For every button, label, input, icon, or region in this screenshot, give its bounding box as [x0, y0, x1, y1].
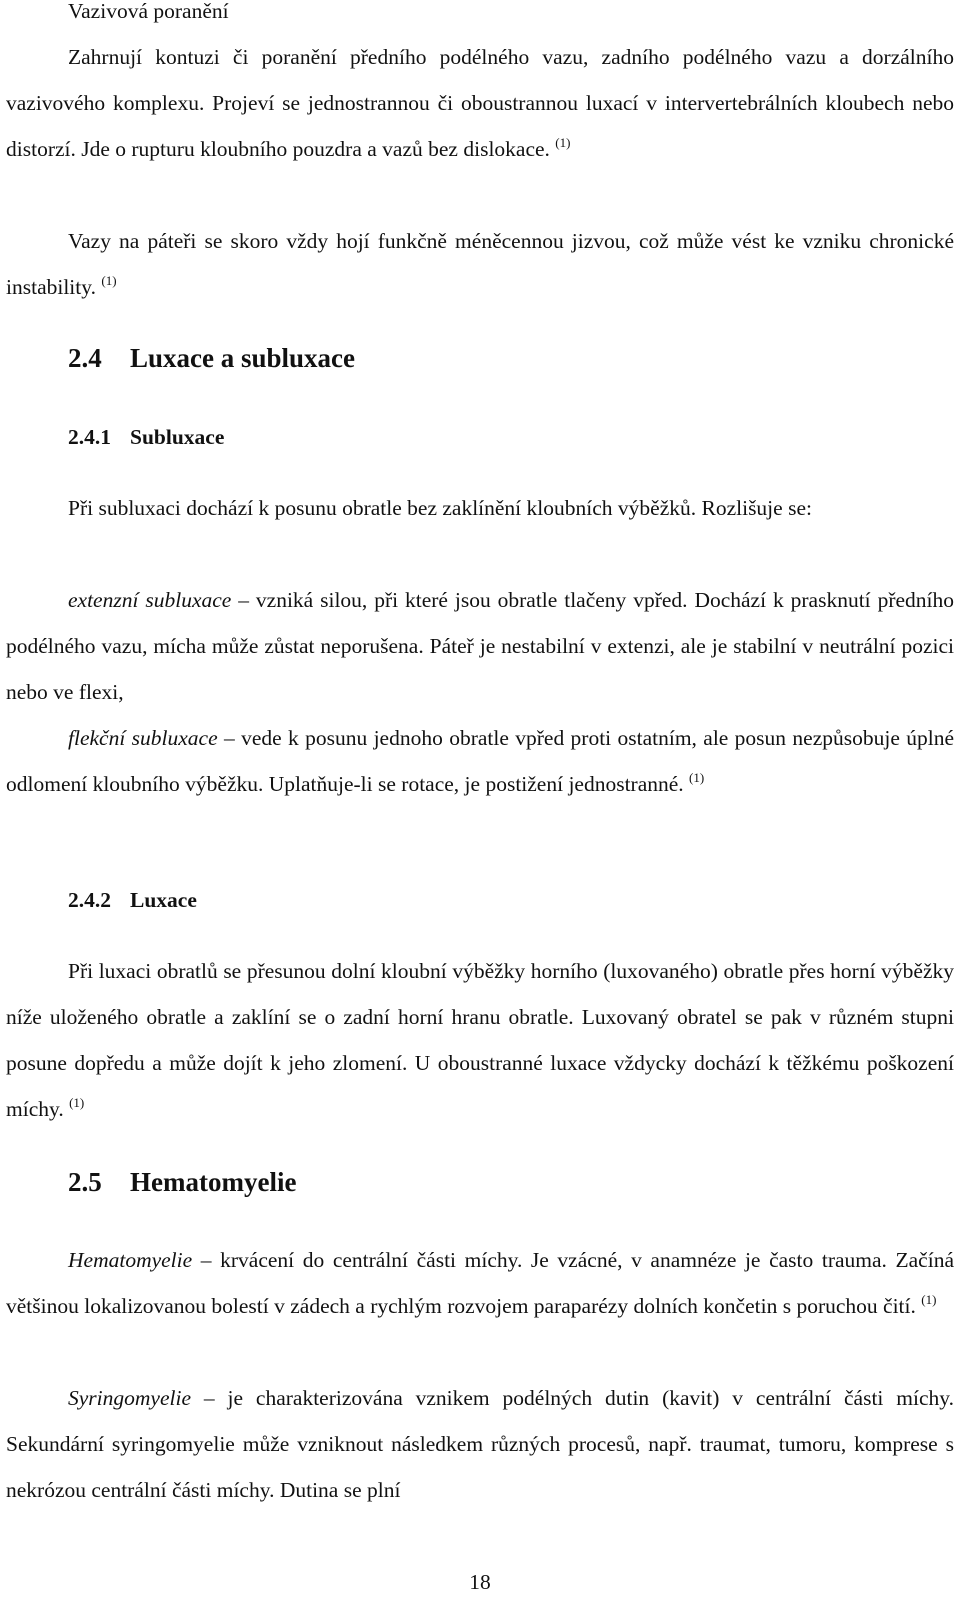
heading-2-4-2: 2.4.2 Luxace [68, 888, 197, 912]
heading-2-5: 2.5 Hematomyelie [68, 1167, 297, 1197]
term-syringomyelie: Syringomyelie [68, 1386, 191, 1410]
term-hematomyelie: Hematomyelie [68, 1248, 193, 1272]
citation-ref: (1) [921, 1292, 937, 1307]
paragraph-vazivova-2: Vazy na páteři se skoro vždy hojí funkčně méněcennou jizvou, což může vést ke vzniku chronické instability. $^{(1)}$ [6, 229, 954, 299]
paragraph-vazivova-1: Zahrnují kontuzi či poranění předního podélného vazu, zadního podélného vazu a dorzálního vazivového komplexu. Projeví se jednostrannou či oboustrannou luxací v intervertebrálních kloubech nebo distorzí. Jde o rupturu kloubního pouzdra a vazů bez dislokace. $^{(1)}$ [6, 45, 954, 161]
term-flekcni-subluxace: flekční subluxace [68, 726, 218, 750]
heading-2-4: 2.4 Luxace a subluxace [68, 343, 356, 373]
citation-ref: (1) [69, 1095, 85, 1110]
citation-ref: (1) [689, 770, 705, 785]
section-heading-vazivova: Vazivová poranění [68, 0, 229, 23]
paragraph-extenzni-subluxace: extenzní subluxace – vzniká silou, při které jsou obratle tlačeny vpřed. Dochází k prasknutí předního podélného vazu, mícha může zůstat neporušena. Páteř je nestabilní v extenzi, ale je stabilní v neutrální pozici nebo ve flexi, [6, 588, 954, 704]
paragraph-flekcni-subluxace: flekční subluxace – vede k posunu jednoho obratle vpřed proti ostatním, ale posun nezpůsobuje úplné odlomení kloubního výběžku. Uplatňuje-li se rotace, je postižení jednostranné. $^{(1)}$ [6, 726, 954, 796]
paragraph-syringomyelie: Syringomyelie – je charakterizována vznikem podélných dutin (kavit) v centrální části míchy. Sekundární syringomyelie může vzniknout následkem různých procesů, např. traumat, tumoru, komprese s nekrózou centrální části míchy. Dutina se plní [6, 1386, 954, 1502]
paragraph-luxace: Při luxaci obratlů se přesunou dolní kloubní výběžky horního (luxovaného) obratle přes horní výběžky níže uloženého obratle a zaklíní se o zadní horní hranu obratle. Luxovaný obratel se pak v různém stupni posune dopředu a může dojít k jeho zlomení. U oboustranné luxace vždycky dochází k těžkému poškození míchy. $^{(1)}$ [6, 959, 954, 1121]
heading-2-4-1: 2.4.1 Subluxace [68, 425, 225, 449]
paragraph-hematomyelie: Hematomyelie – krvácení do centrální části míchy. Je vzácné, v anamnéze je často trauma. Začíná většinou lokalizovanou bolestí v zádech a rychlým rozvojem paraparézy dolních končetin s poruchou čití. $^{(1)}$ [6, 1248, 954, 1318]
citation-ref: (1) [101, 273, 117, 288]
citation-ref: (1) [555, 135, 571, 150]
term-extenzni-subluxace: extenzní subluxace [68, 588, 232, 612]
paragraph-subluxace-intro: Při subluxaci dochází k posunu obratle bez zaklínění kloubních výběžků. Rozlišuje se: [68, 496, 812, 520]
page-number: 18 [469, 1570, 491, 1594]
